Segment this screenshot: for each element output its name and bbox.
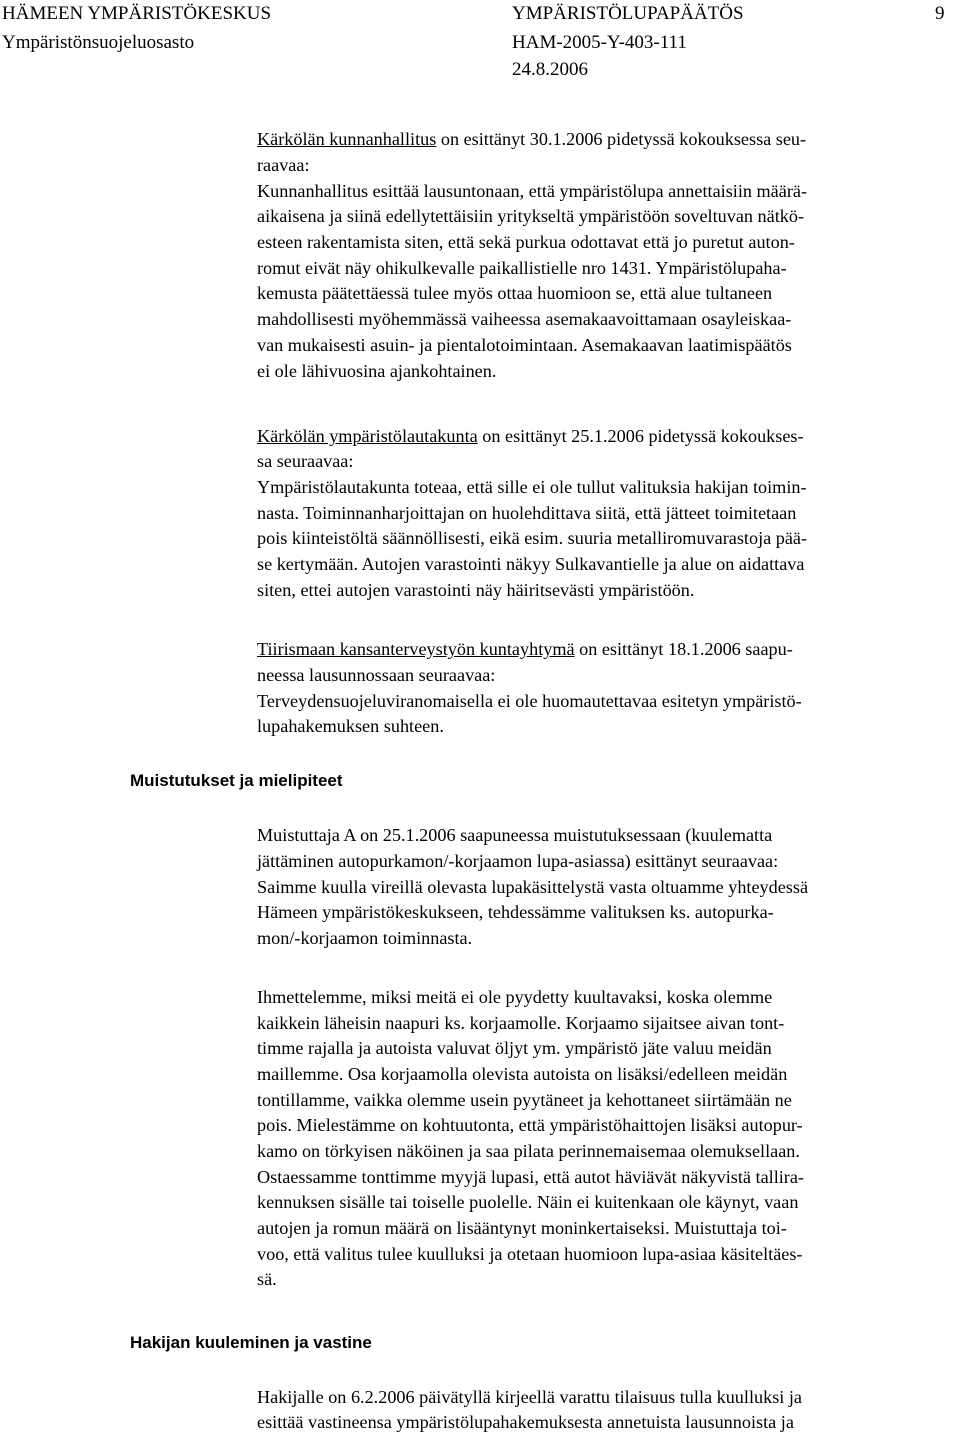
statement-2-line: Ympäristölautakunta toteaa, että sille ei ole tullut valituksia hakijan toimin-: [257, 477, 807, 497]
statement-1-line: esteen rakentamista siten, että sekä purkua odottavat että jo puretut auton-: [257, 232, 795, 252]
statement-2-party: Kärkölän ympäristölautakunta: [257, 426, 478, 446]
header-date: 24.8.2006: [512, 59, 588, 80]
section-heading-hearing: Hakijan kuuleminen ja vastine: [130, 1333, 372, 1352]
objection-para1-line: Saimme kuulla vireillä olevasta lupakäsittelystä vasta oltuamme yhteydessä: [257, 877, 809, 897]
statement-1-line: ei ole lähivuosina ajankohtainen.: [257, 361, 497, 381]
statement-3-line: Terveydensuojeluviranomaisella ei ole huomautettavaa esitetyn ympäristö-: [257, 691, 802, 711]
statement-3-party: Tiirismaan kansanterveystyön kuntayhtymä: [257, 639, 575, 659]
objection-para2-line: kamo on törkyisen näköinen ja saa pilata perinnemaisemaa olemuksellaan.: [257, 1141, 800, 1161]
statement-2-line-0: on esittänyt 25.1.2006 pidetyssä kokoukses-: [477, 426, 804, 446]
statement-2-line: nasta. Toiminnanharjoittajan on huolehdittava siitä, että jätteet toimitetaan: [257, 503, 797, 523]
statement-3-line-0: on esittänyt 18.1.2006 saapu-: [574, 639, 793, 659]
objection-para2-line: Ihmettelemme, miksi meitä ei ole pyydetty kuultavaksi, koska olemme: [257, 987, 773, 1007]
header-org: HÄMEEN YMPÄRISTÖKESKUS: [2, 3, 272, 24]
statement-1-line: aikaisena ja siinä edellytettäisiin yritykseltä ympäristöön soveltuvan nätkö-: [257, 206, 805, 226]
objection-para2-line: autojen ja romun määrä on lisääntynyt moninkertaiseksi. Muistuttaja toi-: [257, 1218, 787, 1238]
objection-para2-line: pois. Mielestämme on kohtuutonta, että ympäristöhaittojen lisäksi autopur-: [257, 1115, 803, 1135]
statement-1-line: kemusta päätettäessä tulee myös ottaa huomioon se, että alue tultaneen: [257, 283, 773, 303]
objection-para1-line: mon/-korjaamon toiminnasta.: [257, 928, 473, 948]
hearing-line: Hakijalle on 6.2.2006 päivätyllä kirjeellä varattu tilaisuus tulla kuulluksi ja: [257, 1387, 802, 1407]
objection-para1-line: Hämeen ympäristökeskukseen, tehdessämme valituksen ks. autopurka-: [257, 902, 774, 922]
objection-para2-line: Ostaessamme tonttimme myyjä lupasi, että autot häviävät näkyvistä tallira-: [257, 1167, 804, 1187]
statement-3-line: lupahakemuksen suhteen.: [257, 716, 444, 736]
statement-1-line: Kunnanhallitus esittää lausuntonaan, että ympäristölupa annettaisiin määrä-: [257, 181, 808, 201]
objection-para2-line: voo, että valitus tulee kuulluksi ja otetaan huomioon lupa-asiaa käsiteltäes-: [257, 1244, 803, 1264]
objection-para2-line: timme rajalla ja autoista valuvat öljyt ym. ympäristö jäte valuu meidän: [257, 1038, 772, 1058]
statement-1-line: mahdollisesti myöhemmässä vaiheessa asemakaavoittamaan osayleiskaa-: [257, 309, 792, 329]
section-heading-objections: Muistutukset ja mielipiteet: [130, 771, 343, 790]
statement-1-line: van mukaisesti asuin- ja pientalotoimintaan. Asemakaavan laatimispäätös: [257, 335, 792, 355]
objection-para2-line: kennuksen sisälle tai toiselle puolelle. Näin ei kuitenkaan ole käynyt, vaan: [257, 1192, 799, 1212]
statement-3-line: neessa lausunnossaan seuraavaa:: [257, 665, 496, 685]
statement-3-line: [257, 637, 957, 663]
page-number: 9: [935, 3, 945, 24]
objection-para1-line: Muistuttaja A on 25.1.2006 saapuneessa muistutuksessaan (kuulematta: [257, 825, 773, 845]
objection-para2-line: kaikkein läheisin naapuri ks. korjaamolle. Korjaamo sijaitsee aivan tont-: [257, 1013, 785, 1033]
statement-1-line: romut eivät näy ohikulkevalle paikallistielle nro 1431. Ympäristölupaha-: [257, 258, 787, 278]
objection-para2-line: maillemme. Osa korjaamolla olevista autoista on lisäksi/edelleen meidän: [257, 1064, 788, 1084]
header-doc-id: HAM-2005-Y-403-111: [512, 32, 687, 53]
header-unit: Ympäristönsuojeluosasto: [2, 32, 195, 53]
header-doc-type: YMPÄRISTÖLUPAPÄÄTÖS: [512, 3, 744, 24]
statement-2-line: [257, 424, 957, 450]
statement-1-line: raavaa:: [257, 155, 310, 175]
objection-para1-line: jättäminen autopurkamon/-korjaamon lupa-asiassa) esittänyt seuraavaa:: [257, 851, 779, 871]
statement-2-line: pois kiinteistöltä säännöllisesti, eikä esim. suuria metalliromuvarastoja pää-: [257, 528, 808, 548]
objection-para2-line: tontillamme, vaikka olemme usein pyytäneet ja kehottaneet siirtämään ne: [257, 1090, 792, 1110]
statement-2-line: sa seuraavaa:: [257, 451, 354, 471]
statement-1-line-0: on esittänyt 30.1.2006 pidetyssä kokouksessa seu-: [436, 129, 807, 149]
objection-para2-line: sä.: [257, 1269, 277, 1289]
hearing-line: esittää vastineensa ympäristölupahakemuksesta annetuista lausunnoista ja: [257, 1412, 794, 1432]
statement-1-party: Kärkölän kunnanhallitus: [257, 129, 437, 149]
statement-1-line: [257, 127, 957, 153]
statement-2-line: siten, ettei autojen varastointi näy häiritsevästi ympäristöön.: [257, 580, 695, 600]
statement-2-line: se kertymään. Autojen varastointi näkyy Sulkavantielle ja alue on aidattava: [257, 554, 805, 574]
